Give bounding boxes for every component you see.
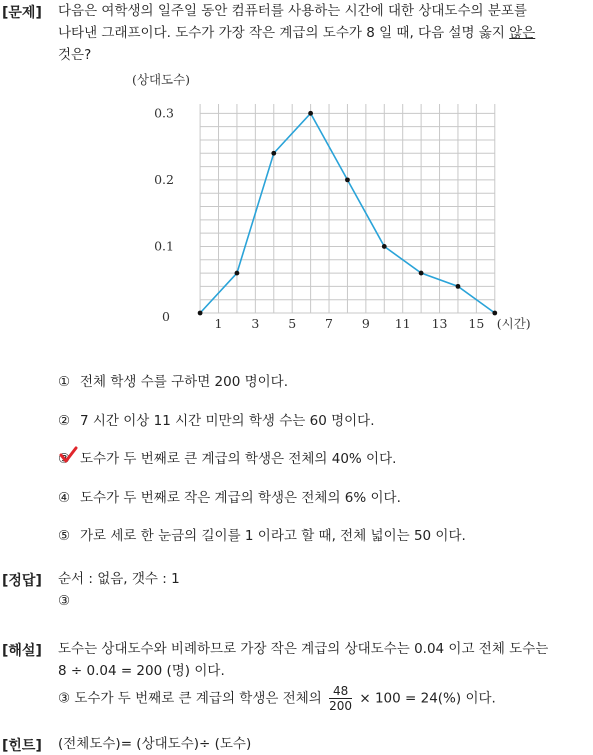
data-point <box>456 284 461 289</box>
y-tick-label: 0.1 <box>154 238 174 254</box>
y-axis-label: (상대도수) <box>132 72 191 87</box>
explanation-line-3 <box>58 684 589 713</box>
question-line-3: 것은? <box>58 47 92 63</box>
option-3-text: 도수가 두 번째로 큰 계급의 학생은 전체의 40% 이다. <box>80 451 397 467</box>
explanation-line-3-suffix: × 100 = 24(%) 이다. <box>359 690 496 707</box>
fraction-denominator: 200 <box>329 699 353 713</box>
question-line-1: 다음은 여학생의 일주일 동안 컴퓨터를 사용하는 시간에 대한 상대도수의 분포를 <box>58 3 527 19</box>
explanation-line-3-prefix: ③ 도수가 두 번째로 큰 계급의 학생은 전체의 <box>58 690 322 707</box>
option-5[interactable] <box>58 524 466 544</box>
hint-label: [힌트] <box>2 738 42 754</box>
x-tick-label: 13 <box>431 316 448 331</box>
option-2-text: 7 시간 이상 11 시간 미만의 학생 수는 60 명이다. <box>80 413 375 429</box>
x-axis-label: (시간) <box>496 316 531 331</box>
option-2[interactable] <box>58 409 375 429</box>
option-1-text: 전체 학생 수를 구하면 200 명이다. <box>80 374 289 390</box>
option-1[interactable] <box>58 370 288 390</box>
x-tick-label: 15 <box>468 316 485 331</box>
fraction-numerator: 48 <box>332 684 349 698</box>
option-5-text: 가로 세로 한 눈금의 길이를 1 이라고 할 때, 전체 넓이는 50 이다. <box>80 528 466 544</box>
y-tick-label: 0.2 <box>154 171 174 187</box>
explanation-text <box>58 638 589 713</box>
x-tick-label: 3 <box>251 316 260 331</box>
answer-label: [정답] <box>2 573 42 589</box>
fraction <box>329 684 352 713</box>
origin-label: 0 <box>162 309 170 324</box>
answer-line-2: ③ <box>58 593 71 609</box>
question-line-2 <box>58 22 589 44</box>
hint-text: (전체도수)= (상대도수)÷ (도수) <box>58 736 252 752</box>
answer-line-1: 순서 : 없음, 갯수 : 1 <box>58 571 180 587</box>
question-text <box>58 0 589 66</box>
option-2-number: ② <box>58 413 71 429</box>
option-4-text: 도수가 두 번째로 작은 계급의 학생은 전체의 6% 이다. <box>80 490 401 506</box>
y-tick-label: 0.3 <box>154 105 174 121</box>
data-point <box>492 311 497 316</box>
data-point <box>198 311 203 316</box>
option-5-number: ⑤ <box>58 528 71 544</box>
option-4-number: ④ <box>58 490 71 506</box>
data-point <box>345 177 350 182</box>
data-point <box>271 151 276 156</box>
explanation-label: [해설] <box>2 643 42 659</box>
checkmark-icon <box>58 445 78 465</box>
data-point <box>235 271 240 276</box>
option-3[interactable] <box>58 447 396 467</box>
x-tick-label: 7 <box>325 316 334 331</box>
data-point <box>308 111 313 116</box>
option-4[interactable] <box>58 486 401 506</box>
question-underlined-word: 않은 <box>509 25 536 41</box>
answer-text <box>58 568 589 612</box>
data-point <box>419 271 424 276</box>
relative-frequency-chart <box>120 70 540 340</box>
explanation-line-2: 8 ÷ 0.04 = 200 (명) 이다. <box>58 663 225 679</box>
x-tick-label: 9 <box>361 316 370 331</box>
option-1-number: ① <box>58 374 71 390</box>
data-point <box>382 244 387 249</box>
x-tick-label: 5 <box>288 316 297 331</box>
chart-svg <box>120 70 540 340</box>
question-line-2-main: 나타낸 그래프이다. 도수가 가장 작은 계급의 도수가 8 일 때, 다음 설명 옳지 <box>58 25 510 41</box>
x-tick-label: 11 <box>394 316 411 331</box>
question-label: [문제] <box>2 5 42 21</box>
explanation-line-1: 도수는 상대도수와 비례하므로 가장 작은 계급의 상대도수는 0.04 이고 전체 도수는 <box>58 641 549 657</box>
option-3-number: ③ <box>58 451 71 467</box>
x-tick-label: 1 <box>214 316 223 331</box>
